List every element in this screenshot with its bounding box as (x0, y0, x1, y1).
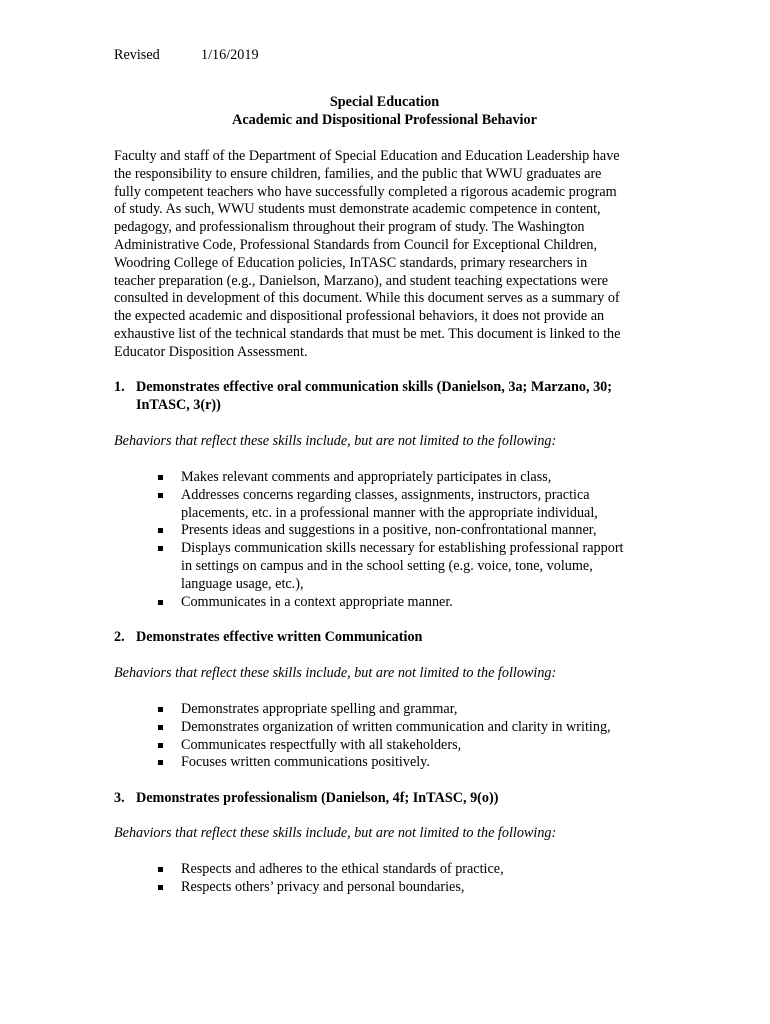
intro-line: the expected academic and dispositional professional behaviors, it does not provide an (114, 308, 605, 325)
list-item (157, 522, 657, 540)
list-item (157, 879, 657, 897)
section-number: 3. (114, 790, 125, 806)
intro-line: teacher preparation (e.g., Danielson, Marzano), and student teaching expectations were (114, 272, 608, 289)
list-item (157, 861, 657, 879)
list-item (157, 754, 657, 772)
list-item (157, 540, 657, 593)
document-title (114, 94, 655, 130)
list-item-text: Respects others’ privacy and personal boundaries, (181, 878, 465, 895)
list-item-text: Communicates in a context appropriate manner. (181, 593, 453, 610)
title-line-1: Special Education (329, 94, 440, 110)
list-item (157, 469, 657, 487)
section-1-bullet-list (157, 469, 657, 611)
list-item-text: Demonstrates organization of written communication and clarity in writing, (181, 718, 611, 735)
list-item (157, 594, 657, 612)
intro-line: pedagogy, and professionalism throughout their program of study. The Washington (114, 219, 585, 236)
list-item-text: Makes relevant comments and appropriately participates in class, (181, 469, 552, 485)
section-heading-text: Demonstrates effective written Communication (136, 629, 423, 645)
list-item-text: language usage, etc.), (181, 575, 304, 592)
section-3-heading (114, 790, 674, 808)
title-line-2: Academic and Dispositional Professional Behavior (232, 111, 537, 128)
intro-line: consulted in development of this document. While this document serves as a summary of (114, 290, 620, 307)
section-number: 1. (114, 379, 125, 395)
list-item (157, 719, 657, 737)
intro-line: Woodring College of Education policies, InTASC standards, primary researchers in (114, 254, 588, 271)
list-item (157, 737, 657, 755)
list-item-text: Displays communication skills necessary for establishing professional rapport (181, 540, 624, 557)
intro-line: the responsibility to ensure children, families, and the public that WWU graduates are (114, 165, 602, 182)
intro-line: exhaustive list of the technical standards that must be met. This document is linked to the (114, 325, 621, 342)
section-1-heading (114, 379, 674, 415)
list-item-text: Respects and adheres to the ethical standards of practice, (181, 861, 504, 877)
revision-line (114, 47, 259, 65)
intro-line: Educator Disposition Assessment. (114, 343, 308, 360)
list-item (157, 701, 657, 719)
section-heading-text: Demonstrates effective oral communication skills (Danielson, 3a; Marzano, 30; (136, 379, 612, 395)
intro-line: Administrative Code, Professional Standards from Council for Exceptional Children, (114, 236, 598, 253)
intro-paragraph (114, 148, 664, 362)
intro-line: Faculty and staff of the Department of Special Education and Education Leadership have (114, 148, 620, 164)
intro-line: fully competent teachers who have successfully completed a rigorous academic program (114, 183, 617, 200)
list-item-text: Communicates respectfully with all stakeholders, (181, 736, 462, 753)
section-1-behaviors-intro: Behaviors that reflect these skills include, but are not limited to the following: (114, 433, 557, 449)
section-heading-text-continued: InTASC, 3(r)) (136, 396, 221, 413)
list-item-text: Addresses concerns regarding classes, assignments, instructors, practica (181, 486, 590, 503)
list-item-text: Demonstrates appropriate spelling and grammar, (181, 701, 458, 717)
revised-label: Revised (114, 47, 160, 63)
section-2-bullet-list (157, 701, 657, 772)
list-item-text: in settings on campus and in the school setting (e.g. voice, tone, volume, (181, 557, 593, 574)
revised-date: 1/16/2019 (201, 47, 259, 63)
section-2-behaviors-intro: Behaviors that reflect these skills include, but are not limited to the following: (114, 665, 557, 681)
section-3-behaviors-intro: Behaviors that reflect these skills include, but are not limited to the following: (114, 825, 557, 841)
section-2-heading (114, 629, 674, 647)
section-3-bullet-list (157, 861, 657, 897)
list-item-text: Focuses written communications positively. (181, 754, 430, 771)
list-item-text: Presents ideas and suggestions in a positive, non-confrontational manner, (181, 522, 597, 539)
section-number: 2. (114, 629, 125, 645)
list-item (157, 487, 657, 523)
list-item-text: placements, etc. in a professional manner with the appropriate individual, (181, 504, 598, 521)
section-heading-text: Demonstrates professionalism (Danielson, 4f; InTASC, 9(o)) (136, 790, 499, 806)
intro-line: of study. As such, WWU students must demonstrate academic competence in content, (114, 201, 601, 218)
